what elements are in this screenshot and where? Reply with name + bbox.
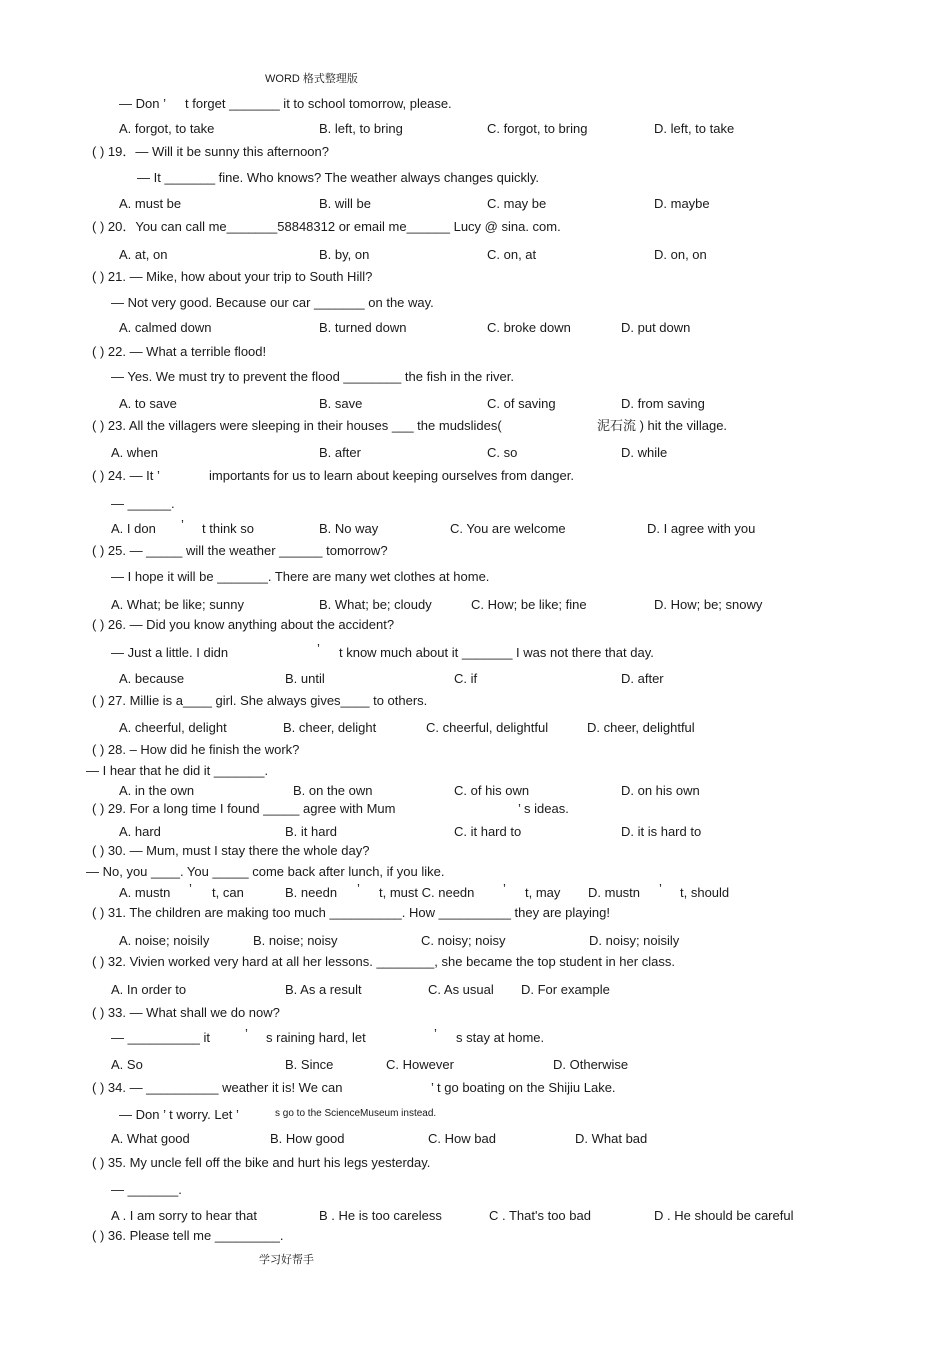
q24-option-a: A. I don (111, 521, 156, 536)
q23-option-b: B. after (319, 445, 361, 460)
q20-option-d: D. on, on (654, 247, 707, 262)
q34-reply: — Don ’ t worry. Let ’ (119, 1107, 239, 1122)
q30-option-a-cont: t, can (212, 885, 244, 900)
q28-option-a: A. in the own (119, 783, 195, 798)
q27-option-c: C. cheerful, delightful (426, 720, 549, 735)
q26-reply-cont: t know much about it _______ I was not there that day. (339, 645, 654, 660)
q27-option-b: B. cheer, delight (283, 720, 377, 735)
q34-question: ( ) 34. — __________ weather it is! We can (92, 1080, 343, 1095)
q20-option-a: A. at, on (119, 247, 168, 262)
q31-option-a: A. noise; noisily (119, 933, 210, 948)
q29-option-d: D. it is hard to (621, 824, 702, 839)
q33-reply-apos1: ’ (245, 1026, 248, 1041)
q21-option-b: B. turned down (319, 320, 407, 335)
q26-option-b: B. until (285, 671, 325, 686)
q22-option-c: C. of saving (487, 396, 556, 411)
q29-option-a: A. hard (119, 824, 161, 839)
q25-reply: — I hope it will be _______. There are many wet clothes at home. (111, 569, 490, 584)
q31-option-b: B. noise; noisy (253, 933, 338, 948)
q28-option-b: B. on the own (293, 783, 373, 798)
q32-option-a: A. In order to (111, 982, 187, 997)
q34-question-cont: ’ t go boating on the Shijiu Lake. (431, 1080, 616, 1095)
q25-question: ( ) 25. — _____ will the weather ______ tomorrow? (92, 543, 388, 558)
q22-question: ( ) 22. — What a terrible flood! (92, 344, 267, 359)
q30-option-d-apos: ’ (659, 881, 662, 896)
page-footer: 学习好帮手 (259, 1254, 314, 1266)
q18-option-a: A. forgot, to take (119, 121, 215, 136)
q29-question: ( ) 29. For a long time I found _____ agree with Mum (92, 801, 396, 816)
q19-reply: — It _______ fine. Who knows? The weather always changes quickly. (137, 170, 540, 185)
q30-option-d: D. mustn (588, 885, 641, 900)
q30-option-b-cont: t, must C. needn (379, 885, 475, 900)
q29-option-b: B. it hard (285, 824, 338, 839)
q30-option-a: A. mustn (119, 885, 171, 900)
q19-option-a: A. must be (119, 196, 182, 211)
q26-option-c: C. if (454, 671, 478, 686)
q19-option-b: B. will be (319, 196, 372, 211)
q19-option-c: C. may be (487, 196, 547, 211)
q21-option-d: D. put down (621, 320, 691, 335)
q23-option-a: A. when (111, 445, 158, 460)
q35-option-b: B . He is too careless (319, 1208, 442, 1223)
q28-question: ( ) 28. – How did he finish the work? (92, 742, 300, 757)
q33-reply-apos2: ’ (434, 1026, 437, 1041)
q30-reply: — No, you ____. You _____ come back after lunch, if you like. (86, 864, 445, 879)
q22-option-d: D. from saving (621, 396, 705, 411)
q23-option-d: D. while (621, 445, 668, 460)
q25-option-b: B. What; be; cloudy (319, 597, 432, 612)
q33-question: ( ) 33. — What shall we do now? (92, 1005, 280, 1020)
q26-reply-apos: ’ (317, 641, 320, 656)
q30-option-d-cont: t, should (680, 885, 730, 900)
page-header: WORD 格式整理版 (265, 73, 358, 85)
q32-option-d: D. For example (521, 982, 610, 997)
q25-option-d: D. How; be; snowy (654, 597, 763, 612)
q31-option-d: D. noisy; noisily (589, 933, 680, 948)
q26-option-d: D. after (621, 671, 664, 686)
q26-reply: — Just a little. I didn (111, 645, 229, 660)
q22-reply: — Yes. We must try to prevent the flood ________ the fish in the river. (111, 369, 514, 384)
q29-question-cont: ’ s ideas. (518, 801, 569, 816)
q21-option-c: C. broke down (487, 320, 571, 335)
q26-question: ( ) 26. — Did you know anything about the accident? (92, 617, 395, 632)
q28-option-c: C. of his own (454, 783, 530, 798)
q35-option-c: C . That's too bad (489, 1208, 591, 1223)
q18-reply-cont: t forget _______ it to school tomorrow, please. (185, 96, 452, 111)
q36-question: ( ) 36. Please tell me _________. (92, 1228, 284, 1243)
q34-reply-cont: s go to the ScienceMuseum instead. (275, 1108, 437, 1119)
q20-option-b: B. by, on (319, 247, 370, 262)
q35-reply: — _______. (111, 1182, 182, 1197)
q18-option-c: C. forgot, to bring (487, 121, 588, 136)
q22-option-a: A. to save (119, 396, 177, 411)
q23-question: ( ) 23. All the villagers were sleeping in their houses ___ the mudslides( (92, 418, 502, 433)
q33-option-d: D. Otherwise (553, 1057, 629, 1072)
q25-option-c: C. How; be like; fine (471, 597, 587, 612)
q29-option-c: C. it hard to (454, 824, 522, 839)
q25-option-a: A. What; be like; sunny (111, 597, 244, 612)
q34-option-d: D. What bad (575, 1131, 648, 1146)
q24-option-a-apos: ’ (181, 517, 184, 532)
q28-option-d: D. on his own (621, 783, 700, 798)
q35-option-d: D . He should be careful (654, 1208, 794, 1223)
q30-option-c-apos: ’ (503, 881, 506, 896)
q33-option-b: B. Since (285, 1057, 334, 1072)
q21-question: ( ) 21. — Mike, how about your trip to South Hill? (92, 269, 373, 284)
q27-option-a: A. cheerful, delight (119, 720, 227, 735)
q21-reply: — Not very good. Because our car _______ on the way. (111, 295, 434, 310)
q27-option-d: D. cheer, delightful (587, 720, 695, 735)
q19-option-d: D. maybe (654, 196, 710, 211)
q31-option-c: C. noisy; noisy (421, 933, 506, 948)
q27-question: ( ) 27. Millie is a____ girl. She always gives____ to others. (92, 693, 428, 708)
q32-question: ( ) 32. Vivien worked very hard at all her lessons. ________, she became the top student in her class. (92, 954, 675, 969)
q34-option-c: C. How bad (428, 1131, 496, 1146)
q20-option-c: C. on, at (487, 247, 537, 262)
q30-option-b: B. needn (285, 885, 338, 900)
q30-option-b-apos: ’ (357, 881, 360, 896)
q24-question: ( ) 24. — It ’ (92, 468, 160, 483)
q23-question-cont: 泥石流 ) hit the village. (597, 418, 728, 433)
q22-option-b: B. save (319, 396, 363, 411)
q34-option-b: B. How good (270, 1131, 345, 1146)
q24-option-b: B. No way (319, 521, 379, 536)
q18-reply: — Don ’ (119, 96, 166, 111)
q21-option-a: A. calmed down (119, 320, 212, 335)
q20-question: ( ) 20．You can call me_______58848312 or email me______ Lucy @ sina. com. (92, 219, 561, 234)
q33-option-a: A. So (111, 1057, 143, 1072)
q23-option-c: C. so (487, 445, 518, 460)
q31-question: ( ) 31. The children are making too much __________. How __________ they are playing! (92, 905, 610, 920)
q33-reply: — __________ it (111, 1030, 211, 1045)
q19-question: ( ) 19．— Will it be sunny this afternoon? (92, 144, 329, 159)
q35-question: ( ) 35. My uncle fell off the bike and hurt his legs yesterday. (92, 1155, 431, 1170)
q33-option-c: C. However (386, 1057, 454, 1072)
q26-option-a: A. because (119, 671, 185, 686)
q32-option-c: C. As usual (428, 982, 494, 997)
q18-option-b: B. left, to bring (319, 121, 403, 136)
q33-reply-cont2: s stay at home. (456, 1030, 545, 1045)
q30-option-c-cont: t, may (525, 885, 561, 900)
q28-reply: — I hear that he did it _______. (86, 763, 269, 778)
q24-option-a-cont: t think so (202, 521, 255, 536)
q24-option-c: C. You are welcome (450, 521, 566, 536)
q24-reply: — ______. (111, 496, 175, 511)
q35-option-a: A . I am sorry to hear that (111, 1208, 257, 1223)
q18-option-d: D. left, to take (654, 121, 735, 136)
q34-option-a: A. What good (111, 1131, 190, 1146)
q33-reply-cont1: s raining hard, let (266, 1030, 366, 1045)
q30-option-a-apos: ’ (189, 881, 192, 896)
q24-option-d: D. I agree with you (647, 521, 756, 536)
q32-option-b: B. As a result (285, 982, 362, 997)
q24-question-cont: importants for us to learn about keeping ourselves from danger. (209, 468, 574, 483)
q30-question: ( ) 30. — Mum, must I stay there the whole day? (92, 843, 370, 858)
